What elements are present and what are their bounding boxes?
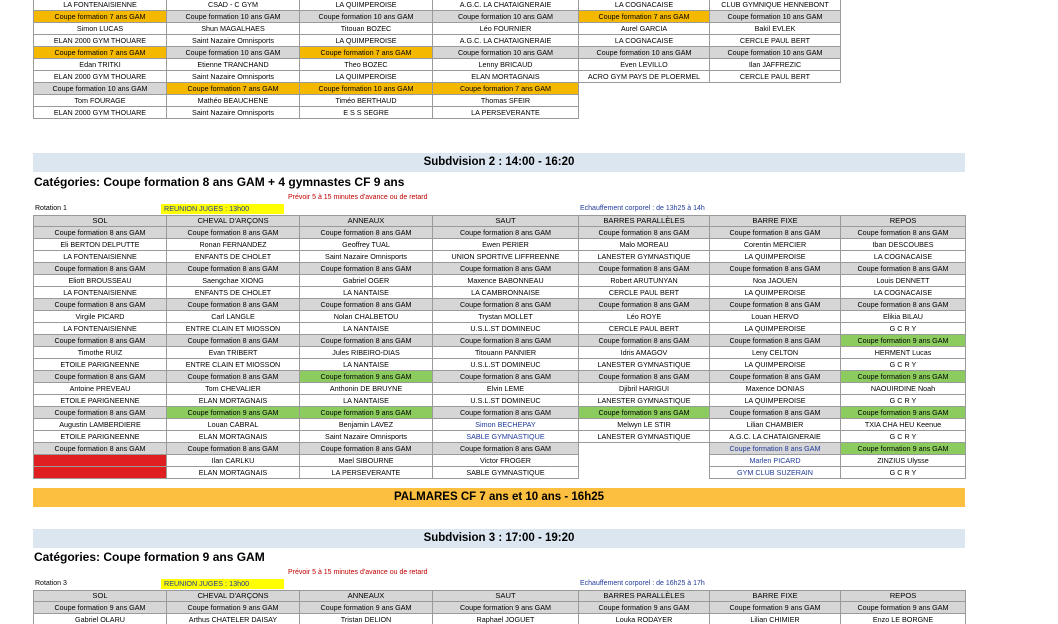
- table-row: [34, 323, 966, 335]
- table-cell: Coupe formation 10 ans GAM: [300, 11, 433, 23]
- table-cell: Robert ARUTUNYAN: [579, 275, 710, 287]
- table-row: [34, 11, 841, 23]
- table-row: [34, 467, 966, 479]
- table-row: [34, 275, 966, 287]
- table-cell: LANESTER GYMNASTIQUE: [579, 431, 710, 443]
- table-cell: U.S.L.ST DOMINEUC: [433, 395, 579, 407]
- table-cell: [579, 107, 710, 119]
- table-cell: ELAN 2000 GYM THOUARE: [34, 107, 167, 119]
- table-cell: Coupe formation 10 ans GAM: [433, 11, 579, 23]
- table-row: [34, 311, 966, 323]
- table-cell: ELAN MORTAGNAIS: [167, 395, 300, 407]
- table-cell: Coupe formation 8 ans GAM: [579, 227, 710, 239]
- table-cell: Tristan DELION: [300, 614, 433, 624]
- table-cell: Marlen PICARD: [710, 455, 841, 467]
- table-cell: Antoine PREVEAU: [34, 383, 167, 395]
- table-cell: Coupe formation 7 ans GAM: [433, 83, 579, 95]
- table-cell: CERCLE PAUL BERT: [710, 71, 841, 83]
- table-cell: LA QUIMPEROISE: [710, 251, 841, 263]
- table-row: [34, 239, 966, 251]
- table-cell: ELAN MORTAGNAIS: [167, 431, 300, 443]
- table-cell: Coupe formation 9 ans GAM: [841, 602, 966, 614]
- table-cell: Simon BECHEPAY: [433, 419, 579, 431]
- table-cell: Titouan BOZEC: [300, 23, 433, 35]
- table-cell: Etienne TRANCHAND: [167, 59, 300, 71]
- table-cell: Noa JAOUEN: [710, 275, 841, 287]
- table-cell: Coupe formation 9 ans GAM: [841, 371, 966, 383]
- table-cell: Coupe formation 7 ans GAM: [167, 83, 300, 95]
- column-header: BARRES PARALLÈLES: [579, 216, 710, 227]
- table-cell: Coupe formation 8 ans GAM: [34, 407, 167, 419]
- table-row: [34, 347, 966, 359]
- table-row: [34, 299, 966, 311]
- table-cell: U.S.L.ST DOMINEUC: [433, 323, 579, 335]
- table-cell: Malo MOREAU: [579, 239, 710, 251]
- table-cell: LA COGNACAISE: [579, 0, 710, 11]
- table-cell: Léo ROYE: [579, 311, 710, 323]
- table-row: [34, 602, 966, 614]
- table-cell: LA PERSEVERANTE: [433, 107, 579, 119]
- column-header: CHEVAL D'ARÇONS: [167, 216, 300, 227]
- table-cell: Coupe formation 8 ans GAM: [841, 227, 966, 239]
- table-cell: Coupe formation 8 ans GAM: [710, 407, 841, 419]
- table-cell: Coupe formation 10 ans GAM: [433, 47, 579, 59]
- table-cell: Coupe formation 7 ans GAM: [579, 11, 710, 23]
- palmares-banner: PALMARES CF 7 ans et 10 ans - 16h25: [33, 488, 965, 507]
- table-cell: Gabriel OLARU: [34, 614, 167, 624]
- table-cell: Ronan FERNANDEZ: [167, 239, 300, 251]
- table-cell: LA QUIMPEROISE: [710, 287, 841, 299]
- table-cell: Coupe formation 9 ans GAM: [841, 443, 966, 455]
- table-row: [34, 263, 966, 275]
- table-cell: SABLE GYMNASTIQUE: [433, 431, 579, 443]
- table-cell: A.G.C. LA CHATAIGNERAIE: [433, 0, 579, 11]
- subdivision-2-categories: Catégories: Coupe formation 8 ans GAM + 4 gymnastes CF 9 ans: [34, 175, 405, 189]
- table-cell: Saint Nazaire Omnisports: [167, 71, 300, 83]
- table-cell: Louka RODAYER: [579, 614, 710, 624]
- table-cell: Even LEVILLO: [579, 59, 710, 71]
- table-row: [34, 227, 966, 239]
- table-cell: LA FONTENAISIENNE: [34, 287, 167, 299]
- table-cell: LA FONTENAISIENNE: [34, 323, 167, 335]
- column-header: BARRE FIXE: [710, 216, 841, 227]
- subdivision-2-warmup: Echauffement corporel : de 13h25 à 14h: [580, 205, 705, 212]
- table-cell: ENTRE CLAIN ET MIOSSON: [167, 323, 300, 335]
- table-cell: ELAN 2000 GYM THOUARE: [34, 71, 167, 83]
- table-cell: Coupe formation 10 ans GAM: [167, 11, 300, 23]
- table-cell: Coupe formation 8 ans GAM: [710, 263, 841, 275]
- table-cell: Timothe RUIZ: [34, 347, 167, 359]
- table-cell: Coupe formation 8 ans GAM: [300, 299, 433, 311]
- table-row: [34, 287, 966, 299]
- column-header: SAUT: [433, 216, 579, 227]
- table-row: [34, 95, 841, 107]
- table-cell: Coupe formation 8 ans GAM: [579, 371, 710, 383]
- table-cell: LA PERSEVERANTE: [300, 467, 433, 479]
- table-cell: Theo BOZEC: [300, 59, 433, 71]
- table-cell: Coupe formation 8 ans GAM: [167, 371, 300, 383]
- table-cell: Coupe formation 8 ans GAM: [579, 335, 710, 347]
- subdivision-2-title: Subdvision 2 : 14:00 - 16:20: [33, 153, 965, 172]
- table-cell: [710, 83, 841, 95]
- table-cell: Melwyn LE STIR: [579, 419, 710, 431]
- table-cell: ENTRE CLAIN ET MIOSSON: [167, 359, 300, 371]
- table-cell: LA FONTENAISIENNE: [34, 0, 167, 11]
- table-cell: E S S SEGRE: [300, 107, 433, 119]
- table-cell: Coupe formation 8 ans GAM: [34, 443, 167, 455]
- table-cell: Aurel GARCIA: [579, 23, 710, 35]
- table-cell: LANESTER GYMNASTIQUE: [579, 395, 710, 407]
- table-row: [34, 431, 966, 443]
- subdivision-2-rotation: Rotation 1: [35, 205, 67, 212]
- table-cell: Trystan MOLLET: [433, 311, 579, 323]
- table-cell: Coupe formation 9 ans GAM: [167, 407, 300, 419]
- table-cell: LA QUIMPEROISE: [710, 395, 841, 407]
- table-row: [34, 419, 966, 431]
- table-cell: Coupe formation 8 ans GAM: [300, 227, 433, 239]
- table-cell: Coupe formation 8 ans GAM: [433, 371, 579, 383]
- table-cell: Coupe formation 8 ans GAM: [34, 227, 167, 239]
- table-cell: NAOUIRDINE Noah: [841, 383, 966, 395]
- table-cell: Thomas SFEIR: [433, 95, 579, 107]
- table-cell: TXIA CHA HEU Keenue: [841, 419, 966, 431]
- table-cell: Djibril HARIGUI: [579, 383, 710, 395]
- subdivision-3-warning: Prévoir 5 à 15 minutes d'avance ou de retard: [288, 569, 428, 576]
- table-cell: [579, 95, 710, 107]
- top-schedule-table: [33, 0, 841, 119]
- table-cell: CERCLE PAUL BERT: [710, 35, 841, 47]
- table-cell: Iban DESCOUBES: [841, 239, 966, 251]
- table-cell: Titouann PANNIER: [433, 347, 579, 359]
- table-cell: Coupe formation 8 ans GAM: [433, 263, 579, 275]
- subdivision-3-categories: Catégories: Coupe formation 9 ans GAM: [34, 550, 265, 564]
- table-cell: Saint Nazaire Omnisports: [300, 251, 433, 263]
- table-cell: Coupe formation 8 ans GAM: [710, 335, 841, 347]
- table-cell: GYM CLUB SUZERAIN: [710, 467, 841, 479]
- table-cell: [34, 455, 167, 467]
- table-cell: Elvin LEME: [433, 383, 579, 395]
- table-cell: Enzo LE BORGNE: [841, 614, 966, 624]
- table-row: [34, 371, 966, 383]
- table-row: [34, 83, 841, 95]
- table-row: [34, 23, 841, 35]
- table-cell: Coupe formation 8 ans GAM: [579, 299, 710, 311]
- table-cell: Nolan CHALBETOU: [300, 311, 433, 323]
- table-cell: Léo FOURNIER: [433, 23, 579, 35]
- table-cell: U.S.L.ST DOMINEUC: [433, 359, 579, 371]
- table-row: [34, 383, 966, 395]
- table-cell: Coupe formation 8 ans GAM: [167, 299, 300, 311]
- table-cell: Gabriel OGER: [300, 275, 433, 287]
- table-cell: Tom FOURAGE: [34, 95, 167, 107]
- table-cell: Idris AMAGOV: [579, 347, 710, 359]
- table-cell: Eli BERTON DELPUTTE: [34, 239, 167, 251]
- table-cell: LA QUIMPEROISE: [300, 35, 433, 47]
- table-cell: Bakil EVLEK: [710, 23, 841, 35]
- table-cell: Coupe formation 8 ans GAM: [300, 443, 433, 455]
- table-cell: Saint Nazaire Omnisports: [300, 431, 433, 443]
- subdivision-3-rotation: Rotation 3: [35, 580, 67, 587]
- table-cell: Coupe formation 10 ans GAM: [710, 11, 841, 23]
- table-cell: Coupe formation 8 ans GAM: [167, 227, 300, 239]
- table-cell: Coupe formation 9 ans GAM: [579, 407, 710, 419]
- table-cell: G C R Y: [841, 395, 966, 407]
- table-cell: Coupe formation 8 ans GAM: [300, 263, 433, 275]
- table-cell: [34, 467, 167, 479]
- table-cell: Simon LUCAS: [34, 23, 167, 35]
- table-cell: Corentin MERCIER: [710, 239, 841, 251]
- table-cell: Maxence DONIAS: [710, 383, 841, 395]
- table-cell: [579, 455, 710, 467]
- table-cell: Jules RIBEIRO-DIAS: [300, 347, 433, 359]
- table-cell: Carl LANGLE: [167, 311, 300, 323]
- table-cell: Coupe formation 9 ans GAM: [300, 407, 433, 419]
- column-header: ANNEAUX: [300, 591, 433, 602]
- table-cell: Saint Nazaire Omnisports: [167, 107, 300, 119]
- table-cell: Maxence BABONNEAU: [433, 275, 579, 287]
- table-cell: Ilan JAFFREZIC: [710, 59, 841, 71]
- table-cell: Virgile PICARD: [34, 311, 167, 323]
- table-cell: ETOILE PARIGNEENNE: [34, 431, 167, 443]
- table-row: [34, 614, 966, 624]
- table-cell: [710, 95, 841, 107]
- table-cell: Coupe formation 8 ans GAM: [34, 371, 167, 383]
- table-cell: CLUB GYMNIQUE HENNEBONT: [710, 0, 841, 11]
- table-cell: Coupe formation 9 ans GAM: [433, 602, 579, 614]
- table-cell: Coupe formation 10 ans GAM: [300, 83, 433, 95]
- table-cell: Anthonin DE BRUYNE: [300, 383, 433, 395]
- table-cell: CSAD - C GYM: [167, 0, 300, 11]
- table-cell: Coupe formation 8 ans GAM: [433, 407, 579, 419]
- table-cell: Coupe formation 8 ans GAM: [841, 263, 966, 275]
- table-row: [34, 0, 841, 11]
- table-cell: Coupe formation 8 ans GAM: [34, 299, 167, 311]
- table-cell: Saengchae XIONG: [167, 275, 300, 287]
- table-cell: Tom CHEVALIER: [167, 383, 300, 395]
- table-row: [34, 47, 841, 59]
- table-cell: Coupe formation 8 ans GAM: [841, 299, 966, 311]
- table-cell: [579, 83, 710, 95]
- table-cell: Coupe formation 9 ans GAM: [710, 602, 841, 614]
- table-cell: Saint Nazaire Omnisports: [167, 35, 300, 47]
- table-cell: Coupe formation 9 ans GAM: [34, 602, 167, 614]
- table-cell: LA COGNACAISE: [579, 35, 710, 47]
- column-header: BARRES PARALLÈLES: [579, 591, 710, 602]
- table-cell: ACRO GYM PAYS DE PLOERMEL: [579, 71, 710, 83]
- column-header: SOL: [34, 591, 167, 602]
- table-cell: Coupe formation 8 ans GAM: [433, 443, 579, 455]
- table-cell: Leny CELTON: [710, 347, 841, 359]
- table-row: [34, 35, 841, 47]
- table-cell: A.G.C. LA CHATAIGNERAIE: [710, 431, 841, 443]
- column-header: REPOS: [841, 216, 966, 227]
- table-cell: UNION SPORTIVE LIFFREENNE: [433, 251, 579, 263]
- table-cell: Coupe formation 10 ans GAM: [167, 47, 300, 59]
- table-cell: [579, 467, 710, 479]
- column-header: SAUT: [433, 591, 579, 602]
- table-cell: HERMENT Lucas: [841, 347, 966, 359]
- table-row: [34, 407, 966, 419]
- table-cell: ETOILE PARIGNEENNE: [34, 359, 167, 371]
- table-row: [34, 443, 966, 455]
- table-cell: LA NANTAISE: [300, 323, 433, 335]
- table-cell: Coupe formation 10 ans GAM: [710, 47, 841, 59]
- table-cell: SABLE GYMNASTIQUE: [433, 467, 579, 479]
- column-header: CHEVAL D'ARÇONS: [167, 591, 300, 602]
- table-cell: A.G.C. LA CHATAIGNERAIE: [433, 35, 579, 47]
- table-cell: G C R Y: [841, 323, 966, 335]
- table-cell: LA COGNACAISE: [841, 251, 966, 263]
- table-row: [34, 395, 966, 407]
- table-cell: LA NANTAISE: [300, 395, 433, 407]
- subdivision-2-judges-meeting: REUNION JUGES : 13h00: [161, 204, 284, 214]
- table-cell: Lilian CHIMIER: [710, 614, 841, 624]
- table-cell: Coupe formation 8 ans GAM: [433, 299, 579, 311]
- table-cell: Coupe formation 8 ans GAM: [167, 443, 300, 455]
- table-cell: Coupe formation 7 ans GAM: [34, 47, 167, 59]
- table-cell: Geoffrey TUAL: [300, 239, 433, 251]
- table-cell: Victor FROGER: [433, 455, 579, 467]
- table-row: [34, 107, 841, 119]
- table-cell: Ewen PERIER: [433, 239, 579, 251]
- table-cell: Coupe formation 7 ans GAM: [300, 47, 433, 59]
- table-cell: Coupe formation 9 ans GAM: [841, 335, 966, 347]
- table-cell: ENFANTS DE CHOLET: [167, 251, 300, 263]
- table-cell: Coupe formation 8 ans GAM: [167, 263, 300, 275]
- subdivision-3-judges-meeting: REUNION JUGES : 13h00: [161, 579, 284, 589]
- table-cell: Louan HERVO: [710, 311, 841, 323]
- table-cell: LA FONTENAISIENNE: [34, 251, 167, 263]
- table-cell: ELAN MORTAGNAIS: [433, 71, 579, 83]
- table-cell: Coupe formation 8 ans GAM: [34, 335, 167, 347]
- table-cell: LA CAMBRONNAISE: [433, 287, 579, 299]
- table-cell: Timéo BERTHAUD: [300, 95, 433, 107]
- subdivision-2-table: [33, 215, 966, 479]
- table-cell: Coupe formation 8 ans GAM: [167, 335, 300, 347]
- table-cell: ETOILE PARIGNEENNE: [34, 395, 167, 407]
- table-cell: Evan TRIBERT: [167, 347, 300, 359]
- table-cell: LA NANTAISE: [300, 287, 433, 299]
- column-header: ANNEAUX: [300, 216, 433, 227]
- table-cell: Raphael JOGUET: [433, 614, 579, 624]
- column-header: SOL: [34, 216, 167, 227]
- subdivision-3-warmup: Echauffement corporel : de 16h25 à 17h: [580, 580, 705, 587]
- table-cell: ENFANTS DE CHOLET: [167, 287, 300, 299]
- table-cell: Edan TRITKI: [34, 59, 167, 71]
- table-cell: G C R Y: [841, 467, 966, 479]
- table-cell: Arthus CHATELER DAISAY: [167, 614, 300, 624]
- subdivision-2-warning: Prévoir 5 à 15 minutes d'avance ou de retard: [288, 194, 428, 201]
- table-cell: Mathéo BEAUCHENE: [167, 95, 300, 107]
- table-cell: ELAN 2000 GYM THOUARE: [34, 35, 167, 47]
- table-cell: Shun MAGALHAES: [167, 23, 300, 35]
- table-row: [34, 71, 841, 83]
- table-cell: Coupe formation 8 ans GAM: [579, 263, 710, 275]
- table-cell: CERCLE PAUL BERT: [579, 323, 710, 335]
- column-header: BARRE FIXE: [710, 591, 841, 602]
- table-row: [34, 359, 966, 371]
- table-cell: Lilian CHAMBIER: [710, 419, 841, 431]
- table-row: [34, 335, 966, 347]
- table-cell: LANESTER GYMNASTIQUE: [579, 251, 710, 263]
- table-cell: ELAN MORTAGNAIS: [167, 467, 300, 479]
- table-cell: CERCLE PAUL BERT: [579, 287, 710, 299]
- table-cell: ZINZIUS Ulysse: [841, 455, 966, 467]
- table-cell: LA QUIMPEROISE: [710, 359, 841, 371]
- table-cell: Coupe formation 8 ans GAM: [433, 335, 579, 347]
- table-cell: Coupe formation 9 ans GAM: [300, 371, 433, 383]
- subdivision-3-title: Subdvision 3 : 17:00 - 19:20: [33, 529, 965, 548]
- table-cell: LA COGNACAISE: [841, 287, 966, 299]
- table-cell: Lenny BRICAUD: [433, 59, 579, 71]
- table-cell: Coupe formation 8 ans GAM: [433, 227, 579, 239]
- table-cell: G C R Y: [841, 431, 966, 443]
- table-cell: Mael SIBOURNE: [300, 455, 433, 467]
- table-cell: Coupe formation 9 ans GAM: [300, 602, 433, 614]
- table-row: [34, 251, 966, 263]
- subdivision-3-table: [33, 590, 966, 624]
- table-cell: LA NANTAISE: [300, 359, 433, 371]
- table-cell: Augustin LAMBERDIERE: [34, 419, 167, 431]
- table-cell: Coupe formation 8 ans GAM: [34, 263, 167, 275]
- table-row: [34, 59, 841, 71]
- table-cell: Coupe formation 9 ans GAM: [841, 407, 966, 419]
- table-cell: Coupe formation 8 ans GAM: [710, 227, 841, 239]
- table-cell: Louan CABRAL: [167, 419, 300, 431]
- table-cell: Coupe formation 8 ans GAM: [710, 443, 841, 455]
- table-cell: Coupe formation 10 ans GAM: [34, 83, 167, 95]
- table-cell: [710, 107, 841, 119]
- table-cell: Louis DENNETT: [841, 275, 966, 287]
- table-cell: Coupe formation 9 ans GAM: [167, 602, 300, 614]
- table-cell: Coupe formation 8 ans GAM: [710, 371, 841, 383]
- table-cell: LA QUIMPEROISE: [710, 323, 841, 335]
- table-cell: LA QUIMPEROISE: [300, 0, 433, 11]
- table-cell: [579, 443, 710, 455]
- table-cell: Coupe formation 7 ans GAM: [34, 11, 167, 23]
- column-header: REPOS: [841, 591, 966, 602]
- table-cell: Coupe formation 8 ans GAM: [710, 299, 841, 311]
- table-cell: Coupe formation 9 ans GAM: [579, 602, 710, 614]
- table-cell: Elikia BILAU: [841, 311, 966, 323]
- table-cell: LA QUIMPEROISE: [300, 71, 433, 83]
- table-cell: Coupe formation 8 ans GAM: [300, 335, 433, 347]
- table-row: [34, 455, 966, 467]
- table-cell: Ilan CARLKU: [167, 455, 300, 467]
- table-cell: Eliott BROUSSEAU: [34, 275, 167, 287]
- table-cell: Benjamin LAVEZ: [300, 419, 433, 431]
- table-cell: Coupe formation 10 ans GAM: [579, 47, 710, 59]
- table-cell: G C R Y: [841, 359, 966, 371]
- table-cell: LANESTER GYMNASTIQUE: [579, 359, 710, 371]
